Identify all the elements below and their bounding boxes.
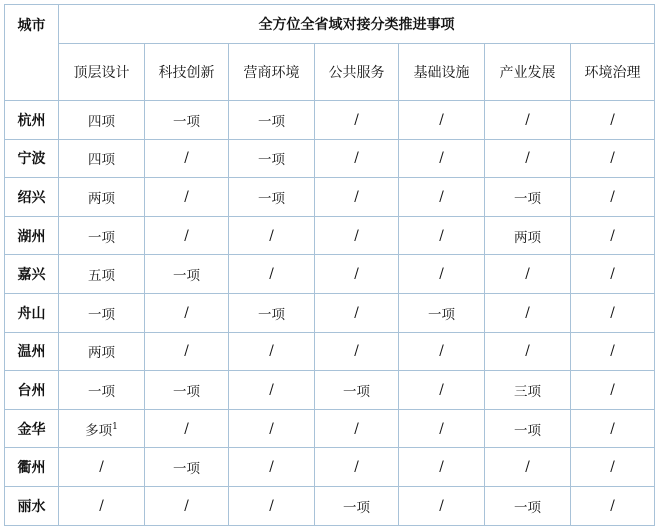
- table-cell: 一项: [229, 293, 315, 332]
- table-cell: /: [571, 486, 655, 525]
- table-cell: /: [571, 448, 655, 487]
- table-cell: 三项: [485, 371, 571, 410]
- table-cell: /: [145, 139, 229, 178]
- table-cell-with-footnote: [59, 409, 145, 448]
- table-cell: /: [145, 178, 229, 217]
- classification-table: [4, 4, 655, 526]
- table-cell: 一项: [145, 448, 229, 487]
- table-cell: /: [485, 139, 571, 178]
- table-cell: 一项: [145, 101, 229, 140]
- table-cell: 一项: [59, 216, 145, 255]
- category-header: 营商环境: [229, 44, 315, 101]
- table-cell: 一项: [315, 371, 399, 410]
- table-cell: 一项: [485, 178, 571, 217]
- table-cell: /: [315, 216, 399, 255]
- table-cell: /: [145, 486, 229, 525]
- category-header: 基础设施: [399, 44, 485, 101]
- table-cell: /: [315, 332, 399, 371]
- table-cell: 一项: [229, 101, 315, 140]
- table-cell: /: [399, 371, 485, 410]
- table-cell: 两项: [59, 332, 145, 371]
- table-cell: 一项: [145, 371, 229, 410]
- city-cell: 台州: [5, 371, 59, 410]
- category-header: 顶层设计: [59, 44, 145, 101]
- table-cell: 一项: [485, 486, 571, 525]
- city-cell: 嘉兴: [5, 255, 59, 294]
- table-row: [5, 178, 655, 217]
- table-cell: /: [315, 409, 399, 448]
- table-cell: 两项: [59, 178, 145, 217]
- table-cell: /: [399, 332, 485, 371]
- table-cell: /: [145, 216, 229, 255]
- table-cell: /: [399, 255, 485, 294]
- city-cell: 杭州: [5, 101, 59, 140]
- table-cell: /: [145, 293, 229, 332]
- table-cell: /: [315, 255, 399, 294]
- table-cell: /: [485, 255, 571, 294]
- table-cell: 一项: [229, 139, 315, 178]
- table-row: [5, 448, 655, 487]
- table-cell: /: [315, 293, 399, 332]
- table-row: [5, 293, 655, 332]
- table-cell: /: [229, 255, 315, 294]
- table-cell: 四项: [59, 139, 145, 178]
- table-cell: /: [315, 101, 399, 140]
- category-header: 公共服务: [315, 44, 399, 101]
- table-cell: /: [229, 371, 315, 410]
- table-cell: 一项: [59, 293, 145, 332]
- table-row: [5, 486, 655, 525]
- table-cell: /: [229, 216, 315, 255]
- table-cell: /: [399, 178, 485, 217]
- table-cell: /: [399, 486, 485, 525]
- city-cell: 丽水: [5, 486, 59, 525]
- table-cell: /: [145, 409, 229, 448]
- table-cell: /: [571, 409, 655, 448]
- table-row: [5, 332, 655, 371]
- table-cell: 两项: [485, 216, 571, 255]
- category-header: 环境治理: [571, 44, 655, 101]
- table-cell: 一项: [399, 293, 485, 332]
- city-cell: 湖州: [5, 216, 59, 255]
- table-cell: /: [485, 448, 571, 487]
- table-cell: /: [485, 332, 571, 371]
- city-cell: 绍兴: [5, 178, 59, 217]
- city-cell: 金华: [5, 409, 59, 448]
- table-cell: /: [315, 139, 399, 178]
- table-cell: 一项: [315, 486, 399, 525]
- city-column-header: 城市: [5, 5, 59, 101]
- table-cell: /: [145, 332, 229, 371]
- table-cell: /: [571, 293, 655, 332]
- table-cell: /: [571, 101, 655, 140]
- table-cell: /: [571, 371, 655, 410]
- table-cell: /: [571, 178, 655, 217]
- category-header: 科技创新: [145, 44, 229, 101]
- table-title: 全方位全省域对接分类推进事项: [59, 5, 655, 44]
- table-row: [5, 371, 655, 410]
- table-cell: /: [571, 332, 655, 371]
- city-cell: 温州: [5, 332, 59, 371]
- table-cell: 五项: [59, 255, 145, 294]
- table-row: [5, 139, 655, 178]
- cell-text: 多项: [85, 422, 113, 439]
- table-cell: 一项: [229, 178, 315, 217]
- category-header: 产业发展: [485, 44, 571, 101]
- table-cell: /: [229, 332, 315, 371]
- city-cell: 衢州: [5, 448, 59, 487]
- table-cell: /: [571, 255, 655, 294]
- table-cell: /: [315, 448, 399, 487]
- table-cell: /: [229, 409, 315, 448]
- table-row: [5, 101, 655, 140]
- table-row: [5, 409, 655, 448]
- footnote-marker: 1: [112, 421, 118, 432]
- table-cell: /: [59, 486, 145, 525]
- table-cell: /: [315, 178, 399, 217]
- table-cell: /: [229, 486, 315, 525]
- table-cell: /: [399, 101, 485, 140]
- table-cell: 四项: [59, 101, 145, 140]
- classification-table-container: [4, 4, 655, 526]
- table-cell: /: [399, 448, 485, 487]
- table-cell: /: [399, 216, 485, 255]
- city-cell: 舟山: [5, 293, 59, 332]
- table-cell: 一项: [485, 409, 571, 448]
- table-cell: /: [399, 139, 485, 178]
- table-cell: /: [59, 448, 145, 487]
- table-row: [5, 216, 655, 255]
- table-cell: /: [571, 216, 655, 255]
- table-cell: /: [229, 448, 315, 487]
- table-cell: /: [399, 409, 485, 448]
- table-cell: /: [485, 293, 571, 332]
- table-cell: 一项: [59, 371, 145, 410]
- table-cell: 一项: [145, 255, 229, 294]
- table-cell: /: [485, 101, 571, 140]
- table-cell: /: [571, 139, 655, 178]
- city-cell: 宁波: [5, 139, 59, 178]
- table-row: [5, 255, 655, 294]
